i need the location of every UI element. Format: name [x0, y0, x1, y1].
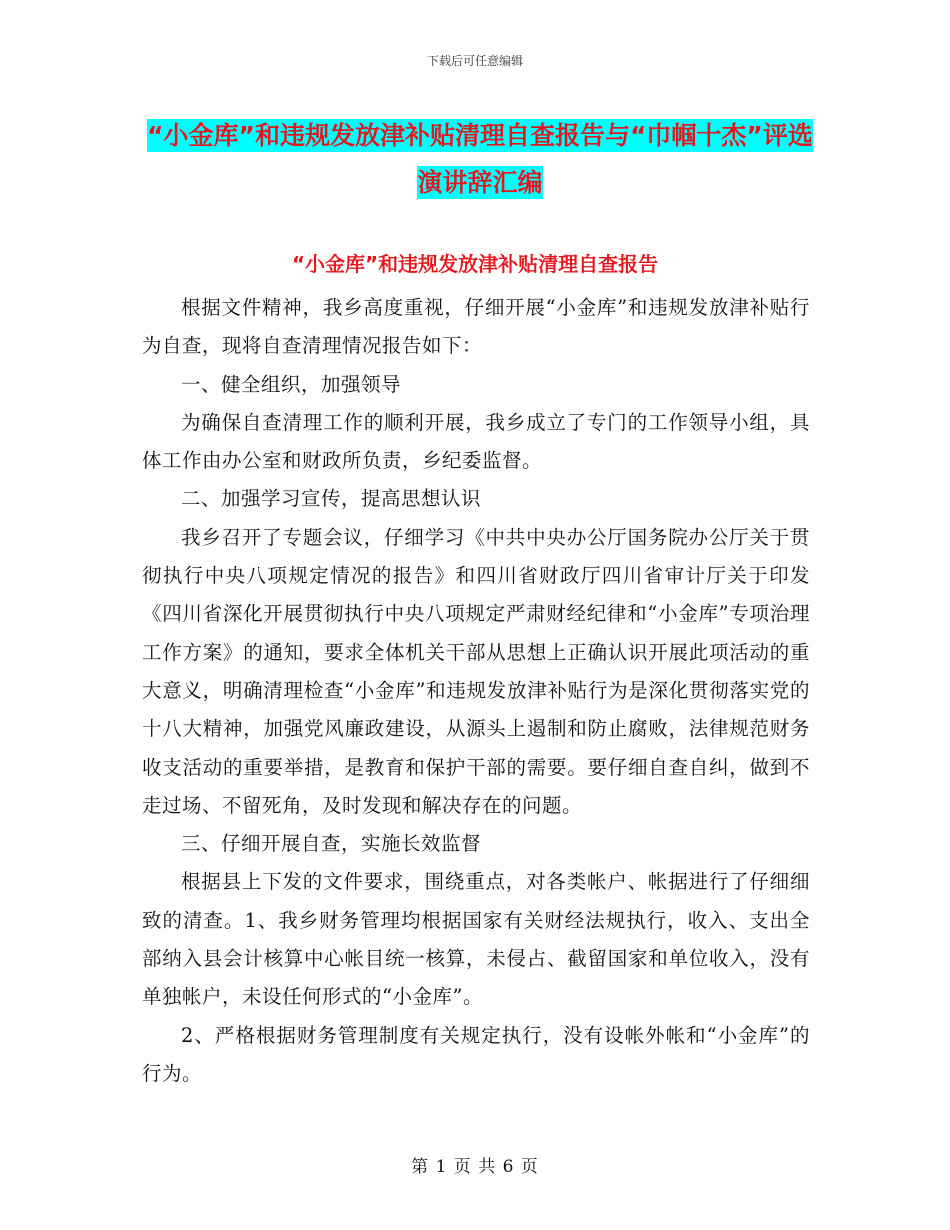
- header-note: 下载后可任意编辑: [426, 54, 523, 68]
- paragraph-rule-two: 2、严格根据财务管理制度有关规定执行，没有设帐外帐和“小金库”的行为。: [142, 1023, 810, 1085]
- paragraph-inspection: 根据县上下发的文件要求，围绕重点，对各类帐户、帐据进行了仔细细致的清查。1、我乡财务管理均根据国家有关财经法规执行，收入、支出全部纳入县会计核算中心帐目统一核算，未侵占、截留国家和单位收入，没有单独帐户，未设任何形式的“小金库”。: [142, 870, 810, 1009]
- heading-one: 一、健全组织，加强领导: [181, 372, 402, 396]
- document-title: [140, 112, 820, 206]
- page-number: 第 1 页 共 6 页: [411, 1157, 539, 1177]
- heading-two: 二、加强学习宣传，提高思想认识: [181, 487, 482, 511]
- document-title-highlight: “小金库”和违规发放津补贴清理自查报告与“巾帼十杰”评选演讲辞汇编: [147, 121, 813, 197]
- document-body: [142, 289, 810, 1093]
- paragraph-intro: 根据文件精神，我乡高度重视，仔细开展“小金库”和违规发放津补贴行为自查，现将自查清理情况报告如下：: [142, 296, 810, 358]
- section-title: “小金库”和违规发放津补贴清理自查报告: [291, 252, 659, 276]
- paragraph-study: 我乡召开了专题会议，仔细学习《中共中央办公厅国务院办公厅关于贯彻执行中央八项规定情况的报告》和四川省财政厅四川省审计厅关于印发《四川省深化开展贯彻执行中央八项规定严肃财经纪律和“小金库”专项治理工作方案》的通知，要求全体机关干部从思想上正确认识开展此项活动的重大意义，明确清理检查“小金库”和违规发放津补贴行为是深化贯彻落实党的十八大精神，加强党风廉政建设，从源头上遏制和防止腐败，法律规范财务收支活动的重要举措，是教育和保护干部的需要。要仔细自查自纠，做到不走过场、不留死角，及时发现和解决存在的问题。: [142, 525, 810, 817]
- heading-three: 三、仔细开展自查，实施长效监督: [181, 832, 482, 856]
- paragraph-organization: 为确保自查清理工作的顺利开展，我乡成立了专门的工作领导小组，具体工作由办公室和财政所负责，乡纪委监督。: [142, 410, 810, 473]
